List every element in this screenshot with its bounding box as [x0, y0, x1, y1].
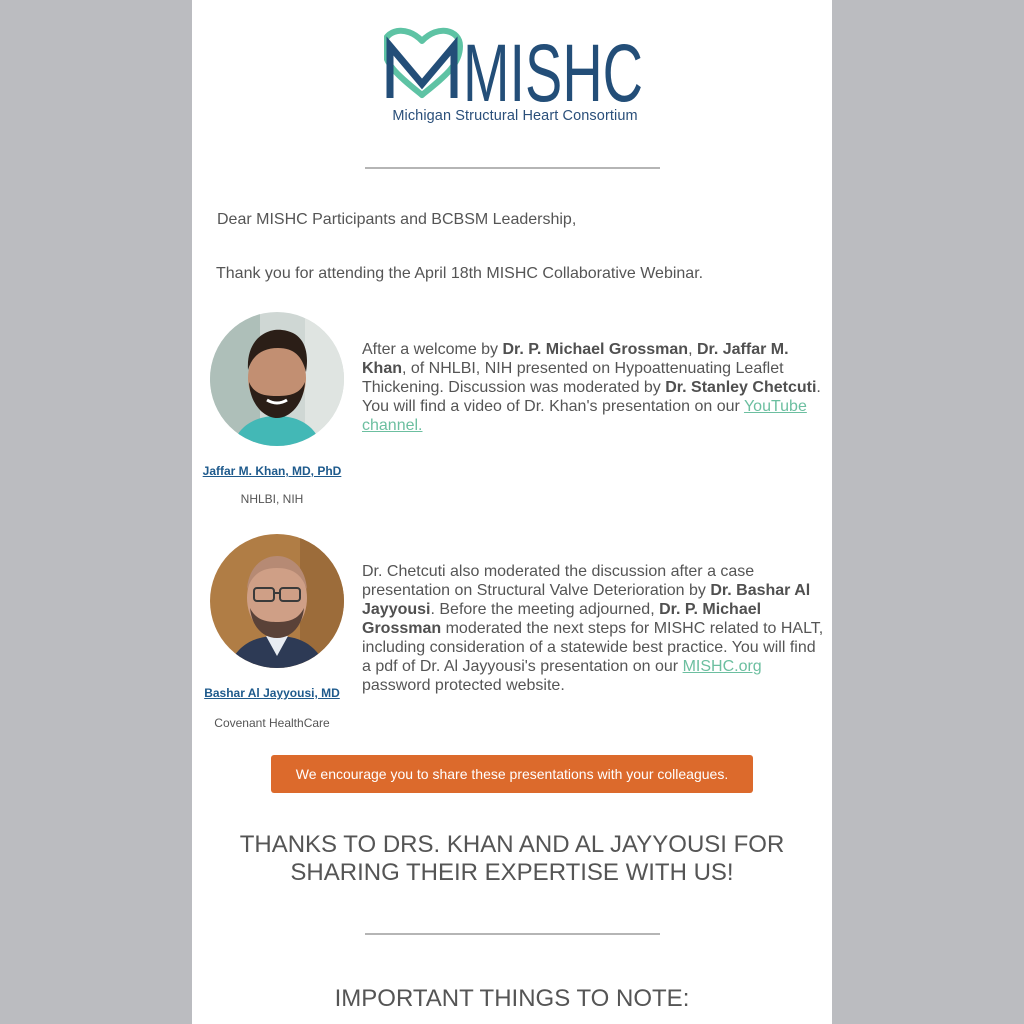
- speaker-name-link[interactable]: Jaffar M. Khan, MD, PhD: [202, 464, 342, 478]
- speaker-2-paragraph: Dr. Chetcuti also moderated the discussion after a case presentation on Structural Valve Deterioration by Dr. Bashar Al Jayyousi. Before the meeting adjourned, Dr. P. Michael Grossman moderated the next steps for MISHC related to HALT, including consideration of a statewide best practice. You will find a pdf of Dr. Al Jayyousi's presentation on our MISHC.org password protected website.: [362, 563, 824, 694]
- speaker-org: Covenant HealthCare: [214, 716, 330, 730]
- divider: [365, 933, 660, 935]
- important-notes-heading: IMPORTANT THINGS TO NOTE:: [334, 985, 690, 1012]
- logo-tagline: Michigan Structural Heart Consortium: [392, 108, 638, 124]
- share-presentations-button[interactable]: We encourage you to share these presentations with your colleagues.: [271, 755, 753, 793]
- speaker-photo-al-jayyousi: [210, 534, 344, 668]
- intro-text: Thank you for attending the April 18th MISHC Collaborative Webinar.: [216, 265, 704, 282]
- mishc-logo: [384, 26, 644, 130]
- divider: [365, 167, 660, 169]
- thanks-heading: THANKS TO DRS. KHAN AND AL JAYYOUSI FOR SHARING THEIR EXPERTISE WITH US!: [239, 831, 785, 886]
- greeting: Dear MISHC Participants and BCBSM Leadership,: [217, 211, 577, 228]
- speaker-photo-khan: [210, 312, 344, 446]
- youtube-channel-link[interactable]: YouTube channel.: [362, 398, 807, 434]
- email-body: [192, 0, 832, 1024]
- logo-wordmark-text: MISHC: [463, 28, 643, 106]
- speaker-org: NHLBI, NIH: [240, 492, 304, 506]
- speaker-1-paragraph: After a welcome by Dr. P. Michael Grossman, Dr. Jaffar M. Khan, of NHLBI, NIH presented on Hypoattenuating Leaflet Thickening. Discussion was moderated by Dr. Stanley Chetcuti. You will find a video of Dr. Khan's presentation on our YouTube channel.: [362, 341, 821, 434]
- speaker-name-link[interactable]: Bashar Al Jayyousi, MD: [204, 686, 340, 700]
- mishc-org-link[interactable]: MISHC.org: [682, 658, 762, 675]
- mishc-wordmark: [384, 26, 644, 106]
